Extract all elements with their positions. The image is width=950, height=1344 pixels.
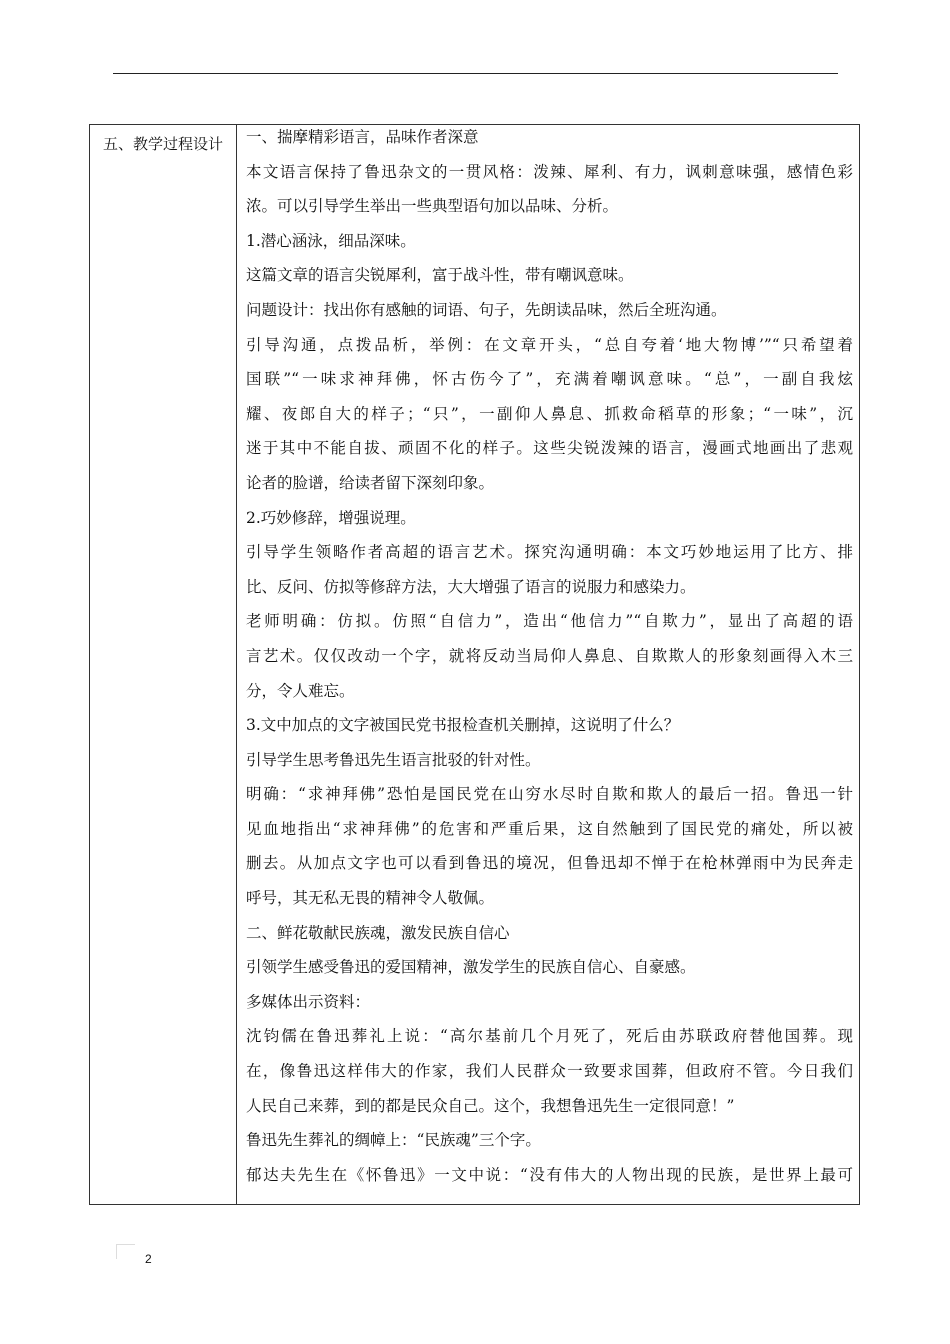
text-line: 问题设计：找出你有感触的词语、句子，先朗读品味，然后全班沟通。	[246, 300, 727, 319]
text-line: 鲁迅先生葬礼的绸幛上：“民族魂”三个字。	[246, 1131, 541, 1150]
text-line: 引导沟通，点拨品析，举例：在文章开头，“总自夸着‘地大物博’”“只希望着	[246, 335, 853, 354]
text-line: 见血地指出“求神拜佛”的危害和严重后果，这自然触到了国民党的痛处，所以被	[246, 819, 853, 838]
text-line: 引导学生领略作者高超的语言艺术。探究沟通明确：本文巧妙地运用了比方、排	[246, 543, 853, 562]
text-line: 国联”“一味求神拜佛，怀古伤今了”，充满着嘲讽意味。“总”，一副自我炫	[246, 370, 853, 389]
text-line: 呼号，其无私无畏的精神令人敬佩。	[246, 889, 495, 908]
text-line: 3.文中加点的文字被国民党书报检查机关删掉，这说明了什么？	[246, 716, 680, 735]
text-line: 沈钧儒在鲁迅葬礼上说：“高尔基前几个月死了，死后由苏联政府替他国葬。现	[246, 1027, 853, 1046]
text-line: 比、反问、仿拟等修辞方法，大大增强了语言的说服力和感染力。	[246, 577, 696, 596]
page-corner-mark	[116, 1244, 135, 1259]
header-rule	[113, 73, 838, 74]
text-line: 耀、夜郎自大的样子；“只”，一副仰人鼻息、抓救命稻草的形象；“一味”，沉	[246, 404, 853, 423]
section-label: 五、教学过程设计	[102, 135, 223, 153]
text-line: 删去。从加点文字也可以看到鲁迅的境况，但鲁迅却不惮于在枪林弹雨中为民奔走	[246, 854, 853, 873]
text-line: 2.巧妙修辞，增强说理。	[246, 508, 416, 527]
text-line: 在，像鲁迅这样伟大的作家，我们人民群众一致要求国葬，但政府不管。今日我们	[246, 1062, 853, 1081]
text-line: 浓。可以引导学生举出一些典型语句加以品味、分析。	[246, 197, 619, 216]
content-cell	[237, 125, 859, 1204]
text-line: 1.潜心涵泳，细品深味。	[246, 231, 416, 250]
text-line: 郁达夫先生在《怀鲁迅》一文中说：“没有伟大的人物出现的民族，是世界上最可	[246, 1165, 853, 1184]
content-lines	[246, 125, 853, 1192]
text-line: 论者的脸谱，给读者留下深刻印象。	[246, 473, 495, 492]
text-line: 多媒体出示资料：	[246, 992, 371, 1011]
text-line: 一、揣摩精彩语言，品味作者深意	[246, 128, 479, 146]
text-line: 引领学生感受鲁迅的爱国精神，激发学生的民族自信心、自豪感。	[246, 958, 696, 977]
section-label-cell	[90, 125, 237, 1204]
text-line: 二、鲜花敬献民族魂，激发民族自信心	[246, 923, 510, 942]
lesson-table	[89, 124, 860, 1205]
text-line: 引导学生思考鲁迅先生语言批驳的针对性。	[246, 750, 541, 769]
text-line: 言艺术。仅仅改动一个字，就将反动当局仰人鼻息、自欺欺人的形象刻画得入木三	[246, 646, 853, 665]
text-line: 本文语言保持了鲁迅杂文的一贯风格：泼辣、犀利、有力，讽刺意味强，感情色彩	[246, 162, 853, 181]
text-line: 人民自己来葬，到的都是民众自己。这个，我想鲁迅先生一定很同意！”	[246, 1096, 735, 1115]
text-line: 老师明确：仿拟。仿照“自信力”，造出“他信力”“自欺力”，显出了高超的语	[246, 612, 853, 631]
text-line: 明确：“求神拜佛”恐怕是国民党在山穷水尽时自欺和欺人的最后一招。鲁迅一针	[246, 785, 853, 804]
text-line: 这篇文章的语言尖锐犀利，富于战斗性，带有嘲讽意味。	[246, 266, 634, 285]
text-line: 迷于其中不能自拔、顽固不化的样子。这些尖锐泼辣的语言，漫画式地画出了悲观	[246, 439, 853, 458]
text-line: 分，令人难忘。	[246, 681, 355, 700]
page-number: 2	[145, 1252, 152, 1266]
